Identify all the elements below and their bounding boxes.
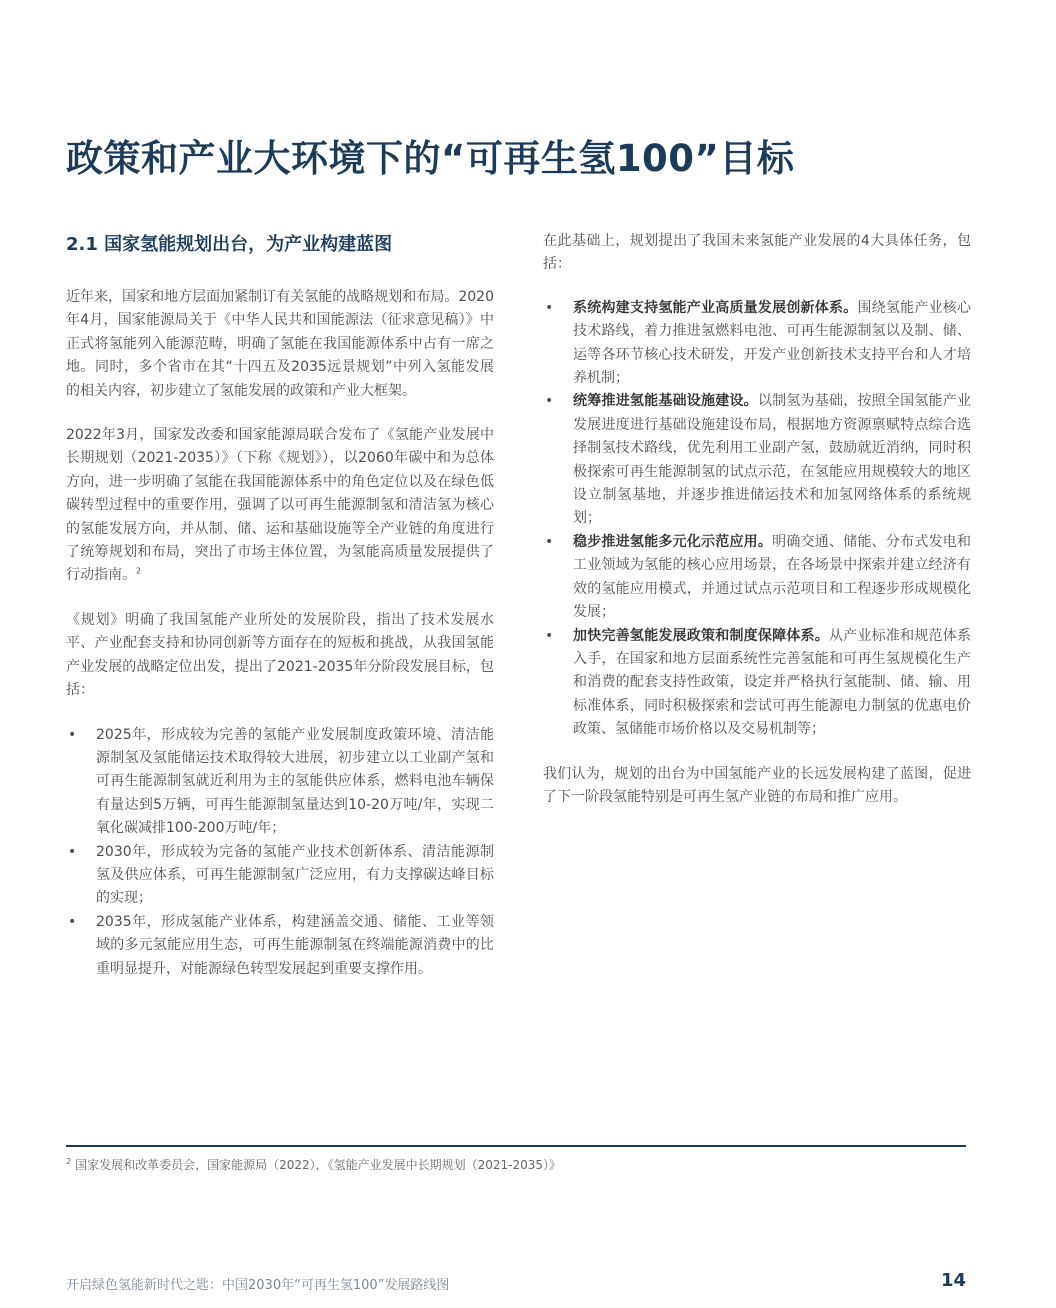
task-title: 系统构建支持氢能产业高质量发展创新体系。 bbox=[573, 299, 858, 316]
paragraph-intro: 近年来，国家和地方层面加紧制订有关氢能的战略规划和布局。2020年4月，国家能源局关于《中华人民共和国能源法（征求意见稿）》中正式将氢能列入能源范畴，明确了氢能在我国能源体系中占有一席之地。同时，多个省市在其“十四五及2035远景规划”中列入氢能发展的相关内容，初步建立了氢能发展的政策和产业大框架。 bbox=[66, 289, 494, 399]
footnote-number: 2 bbox=[66, 1157, 72, 1166]
bullet-icon: • bbox=[545, 627, 554, 644]
list-item bbox=[543, 625, 971, 742]
list-item bbox=[66, 841, 494, 911]
task-text: 明确交通、储能、分布式发电和工业领域为氢能的核心应用场景，在各场景中探索并建立经济有效的氢能应用模式，并通过试点示范项目和工程逐步形成规模化发展； bbox=[573, 533, 972, 621]
bullet-icon: • bbox=[68, 913, 77, 930]
list-item-text: 2030年，形成较为完备的氢能产业技术创新体系、清洁能源制氢及供应体系，可再生能源制氢广泛应用，有力支撑碳达峰目标的实现； bbox=[96, 843, 494, 907]
page-number: 14 bbox=[940, 1270, 966, 1291]
list-item bbox=[543, 390, 971, 530]
paragraph-plan-goals: 《规划》明确了我国氢能产业所处的发展阶段，指出了技术发展水平、产业配套支持和协同创新等方面存在的短板和挑战，从我国氢能产业发展的战略定位出发，提出了2021-2035年分阶段发展目标，包括： bbox=[66, 611, 494, 699]
task-text: 以制氢为基础，按照全国氢能产业发展进度进行基础设施建设布局，根据地方资源禀赋特点综合选择制氢技术路线，优先利用工业副产氢，鼓励就近消纳，同时积极探索可再生能源制氢的试点示范，在氢能应用规模较大的地区设立制氢基地，并逐步推进储运技术和加氢网络体系的系统规划； bbox=[573, 393, 972, 527]
task-title: 统筹推进氢能基础设施建设。 bbox=[573, 393, 758, 410]
footnote-text: 国家发展和改革委员会，国家能源局（2022），《氢能产业发展中长期规划（2021-2035）》 bbox=[75, 1158, 562, 1172]
footnote-divider bbox=[66, 1145, 966, 1147]
bullet-icon: • bbox=[68, 726, 77, 743]
footnote bbox=[66, 1156, 561, 1173]
list-item-text: 2035年，形成氢能产业体系，构建涵盖交通、储能、工业等领域的多元氢能应用生态，可再生能源制氢在终端能源消费中的比重明显提升，对能源绿色转型发展起到重要支撑作用。 bbox=[96, 913, 494, 977]
paragraph-plan-release bbox=[66, 424, 494, 588]
section-heading: 2.1 国家氢能规划出台，为产业构建蓝图 bbox=[66, 234, 393, 255]
footnote-ref: 2 bbox=[136, 566, 142, 576]
list-item bbox=[543, 297, 971, 391]
paragraph-conclusion: 我们认为，规划的出台为中国氢能产业的长远发展构建了蓝图，促进了下一阶段氢能特别是可再生氢产业链的布局和推广应用。 bbox=[543, 765, 971, 805]
paragraph-tasks-intro: 在此基础上，规划提出了我国未来氢能产业发展的4大具体任务，包括： bbox=[543, 233, 971, 273]
goals-list bbox=[66, 724, 494, 981]
bullet-icon: • bbox=[68, 843, 77, 860]
task-title: 加快完善氢能发展政策和制度保障体系。 bbox=[573, 627, 829, 644]
list-item-text: 2025年，形成较为完善的氢能产业发展制度政策环境、清洁能源制氢及氢能储运技术取得较大进展，初步建立以工业副产氢和可再生能源制氢就近利用为主的氢能供应体系，燃料电池车辆保有量达到5万辆，可再生能源制氢量达到10-20万吨/年，实现二氧化碳减排100-200万吨/年； bbox=[96, 726, 494, 837]
task-title: 稳步推进氢能多元化示范应用。 bbox=[573, 533, 773, 550]
bullet-icon: • bbox=[545, 393, 554, 410]
list-item bbox=[66, 911, 494, 981]
list-item bbox=[543, 531, 971, 625]
paragraph-plan-release-text: 2022年3月，国家发改委和国家能源局联合发布了《氢能产业发展中长期规划（2021-2035）》（下称《规划》），以2060年碳中和为总体方向，进一步明确了氢能在我国能源体系中的角色定位以及在绿色低碳转型过程中的重要作用，强调了以可再生能源制氢和清洁氢为核心的氢能发展方向，并从制、储、运和基础设施等全产业链的角度进行了统筹规划和布局，突出了市场主体位置，为氢能高质量发展提供了行动指南。 bbox=[66, 427, 494, 584]
tasks-list bbox=[543, 297, 971, 742]
page-title: 政策和产业大环境下的“可再生氢100”目标 bbox=[66, 137, 795, 180]
bullet-icon: • bbox=[545, 299, 554, 316]
running-footer: 开启绿色氢能新时代之匙：中国2030年“可再生氢100”发展路线图 bbox=[66, 1278, 450, 1293]
bullet-icon: • bbox=[545, 533, 554, 550]
right-column bbox=[543, 230, 971, 830]
task-text: 从产业标准和规范体系入手，在国家和地方层面系统性完善氢能和可再生氢规模化生产和消费的配套支持性政策，设定并严格执行氢能制、储、输、用标准体系，同时积极探索和尝试可再生能源电力制氢的优惠电价政策、氢储能市场价格以及交易机制等； bbox=[573, 627, 971, 738]
list-item bbox=[66, 724, 494, 841]
task-text: 围绕氢能产业核心技术路线，着力推进氢燃料电池、可再生能源制氢以及制、储、运等各环节核心技术研发，开发产业创新技术支持平台和人才培养机制； bbox=[573, 299, 972, 387]
left-column bbox=[66, 230, 494, 1002]
